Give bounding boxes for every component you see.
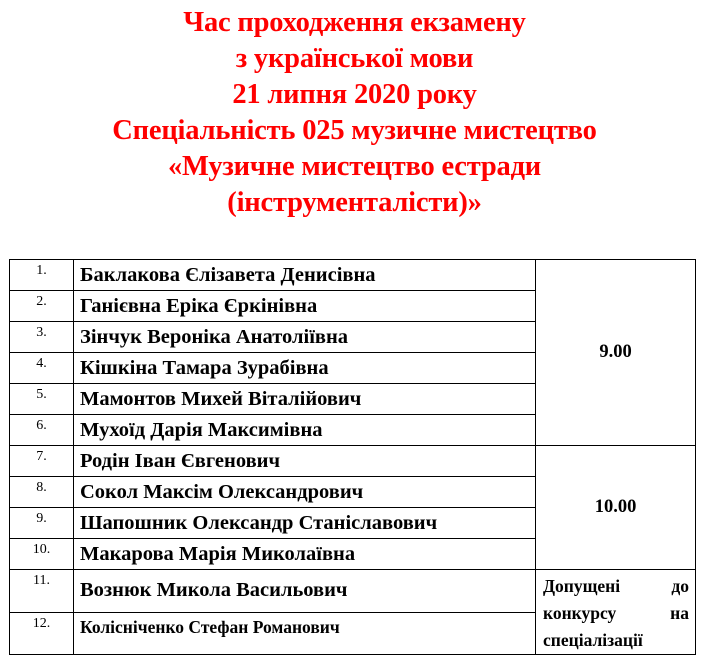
note-line-1 [543, 573, 689, 600]
row-number: 5. [10, 384, 74, 415]
row-number: 4. [10, 353, 74, 384]
note-word: до [671, 576, 689, 596]
student-name: Баклакова Єлізавета Денисівна [74, 260, 536, 291]
row-number: 12. [10, 612, 74, 655]
note-line-2 [543, 600, 689, 627]
student-name: Макарова Марія Миколаївна [74, 539, 536, 570]
student-name: Ганієвна Еріка Єркінівна [74, 291, 536, 322]
student-name: Кішкіна Тамара Зурабівна [74, 353, 536, 384]
table-row [10, 260, 696, 291]
row-number: 9. [10, 508, 74, 539]
row-number: 11. [10, 570, 74, 613]
student-name: Мухоїд Дарія Максимівна [74, 415, 536, 446]
row-number: 2. [10, 291, 74, 322]
heading-line-1: Час проходження екзамену [183, 7, 526, 38]
heading-line-3: 21 липня 2020 року [232, 79, 477, 110]
admission-note [536, 570, 696, 655]
row-number: 7. [10, 446, 74, 477]
row-number: 8. [10, 477, 74, 508]
student-name: Вознюк Микола Васильович [74, 570, 536, 613]
student-name: Зінчук Вероніка Анатоліївна [74, 322, 536, 353]
student-name: Мамонтов Михей Віталійович [74, 384, 536, 415]
row-number: 10. [10, 539, 74, 570]
row-number: 1. [10, 260, 74, 291]
exam-schedule-table [9, 259, 696, 655]
note-word: конкурсу [543, 603, 617, 623]
heading-line-4: Спеціальність 025 музичне мистецтво [112, 115, 597, 146]
exam-time-group-2: 10.00 [536, 446, 696, 570]
document-heading [0, 5, 705, 221]
heading-line-5: «Музичне мистецтво естради [167, 151, 542, 182]
student-name: Родін Іван Євгенович [74, 446, 536, 477]
student-name: Шапошник Олександр Станіславович [74, 508, 536, 539]
table-row [10, 570, 696, 613]
heading-line-2: з української мови [235, 43, 474, 74]
note-word: на [670, 603, 689, 623]
heading-line-6: (інструменталісти)» [227, 187, 482, 218]
student-name: Сокол Максім Олександрович [74, 477, 536, 508]
student-name: Колісніченко Стефан Романович [74, 612, 536, 655]
table-row [10, 446, 696, 477]
note-line-3: спеціалізації [543, 630, 643, 650]
row-number: 6. [10, 415, 74, 446]
row-number: 3. [10, 322, 74, 353]
exam-time-group-1: 9.00 [536, 260, 696, 446]
note-word: Допущені [543, 576, 621, 596]
